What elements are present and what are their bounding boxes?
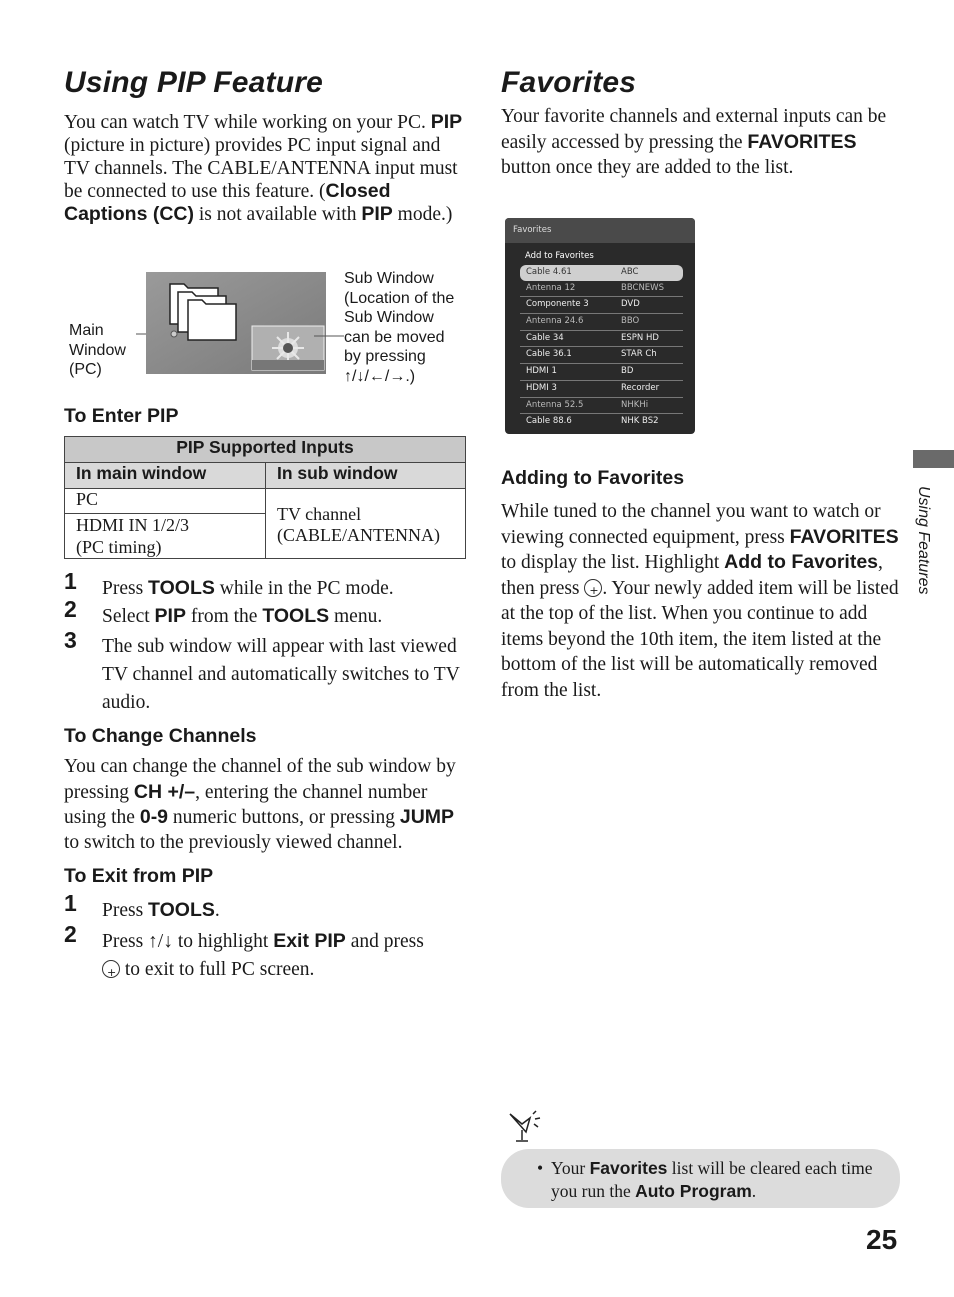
list-item: 3 The sub window will appear with last viewed TV channel and automatically switches to TV audio. [64, 627, 460, 713]
side-section-label: Using Features [915, 486, 932, 595]
menu-item: Antenna 24.6 BBO [520, 314, 683, 331]
favorites-menu-screenshot [505, 218, 695, 434]
list-item: 1 Press TOOLS while in the PC mode. [64, 568, 394, 599]
main-window-label: Main Window (PC) [69, 322, 126, 378]
menu-item: Antenna 52.5 NHKHi [520, 398, 683, 415]
menu-item: Cable 34 ESPN HD [520, 331, 683, 348]
menu-item: Cable 88.6 NHK BS2 [526, 416, 659, 427]
pip-illustration [136, 270, 344, 378]
side-tab-marker [913, 450, 954, 468]
table-cell: TV channel (CABLE/ANTENNA) [266, 489, 466, 559]
change-channels-text: You can change the channel of the sub window by pressing CH +/–, entering the channel number using the 0-9 numeric buttons, or pressing JUMP to switch to the previously viewed channel. [64, 756, 456, 853]
section-title-favorites: Favorites [501, 66, 637, 99]
table-header: In main window [65, 463, 266, 489]
menu-header: Favorites [505, 218, 695, 243]
heading-change-channels: To Change Channels [64, 725, 257, 747]
favorites-intro: Your favorite channels and external inputs can be easily accessed by pressing the FAVORITES button once they are added to the list. [501, 106, 887, 178]
menu-item: Cable 4.61 ABC [520, 265, 683, 281]
exit-steps [64, 890, 464, 989]
menu-item: HDMI 3 Recorder [520, 381, 683, 398]
menu-item: Componente 3 DVD [520, 297, 683, 314]
menu-item: Cable 36.1 STAR Ch [520, 347, 683, 364]
menu-item: HDMI 1 BD [520, 364, 683, 381]
table-caption: PIP Supported Inputs [65, 437, 466, 463]
heading-exit-pip: To Exit from PIP [64, 865, 214, 887]
list-item: 2 Select PIP from the TOOLS menu. [64, 596, 383, 627]
page-number: 25 [866, 1224, 898, 1255]
heading-enter-pip: To Enter PIP [64, 405, 179, 427]
table-cell: PC [65, 489, 266, 514]
table-cell: HDMI IN 1/2/3 (PC timing) [65, 514, 266, 559]
menu-add-to-favorites: Add to Favorites [525, 251, 594, 261]
enter-steps [64, 568, 464, 722]
table-header: In sub window [266, 463, 466, 489]
section-title-pip: Using PIP Feature [64, 66, 324, 99]
tip-note-text: • Your Favorites list will be cleared each time you run the Auto Program. [537, 1158, 873, 1201]
enter-button-icon [584, 579, 602, 597]
enter-button-icon [102, 960, 120, 978]
lamp-tip-icon [506, 1110, 546, 1144]
sub-window-thumbnail [252, 326, 324, 370]
adding-favorites-text: While tuned to the channel you want to watch or viewing connected equipment, press FAVORITES to display the list. Highlight Add to Favorites, then press +. Your newly added item will be listed at the top of the list. When you continue to add items beyond the 10th item, the item listed at the bottom of the list will be automatically removed from the list. [501, 499, 901, 703]
sub-window-label: Sub Window (Location of the Sub Window can be moved by pressing ↑/↓/←/→.) [344, 270, 455, 385]
list-item: 2 Press ↑/↓ to highlight Exit PIP and press + to exit to full PC screen. [64, 927, 464, 984]
heading-adding-favorites: Adding to Favorites [501, 467, 685, 489]
menu-item: Antenna 12 BBCNEWS [520, 281, 683, 298]
pip-intro: You can watch TV while working on your PC. PIP (picture in picture) provides PC input signal and TV channels. The CABLE/ANTENNA input must be connected to use this feature. (Closed Captions (CC) is not available with PIP mode.) [64, 111, 463, 225]
pip-inputs-table [64, 436, 466, 559]
list-item: 1 Press TOOLS. [64, 890, 220, 921]
